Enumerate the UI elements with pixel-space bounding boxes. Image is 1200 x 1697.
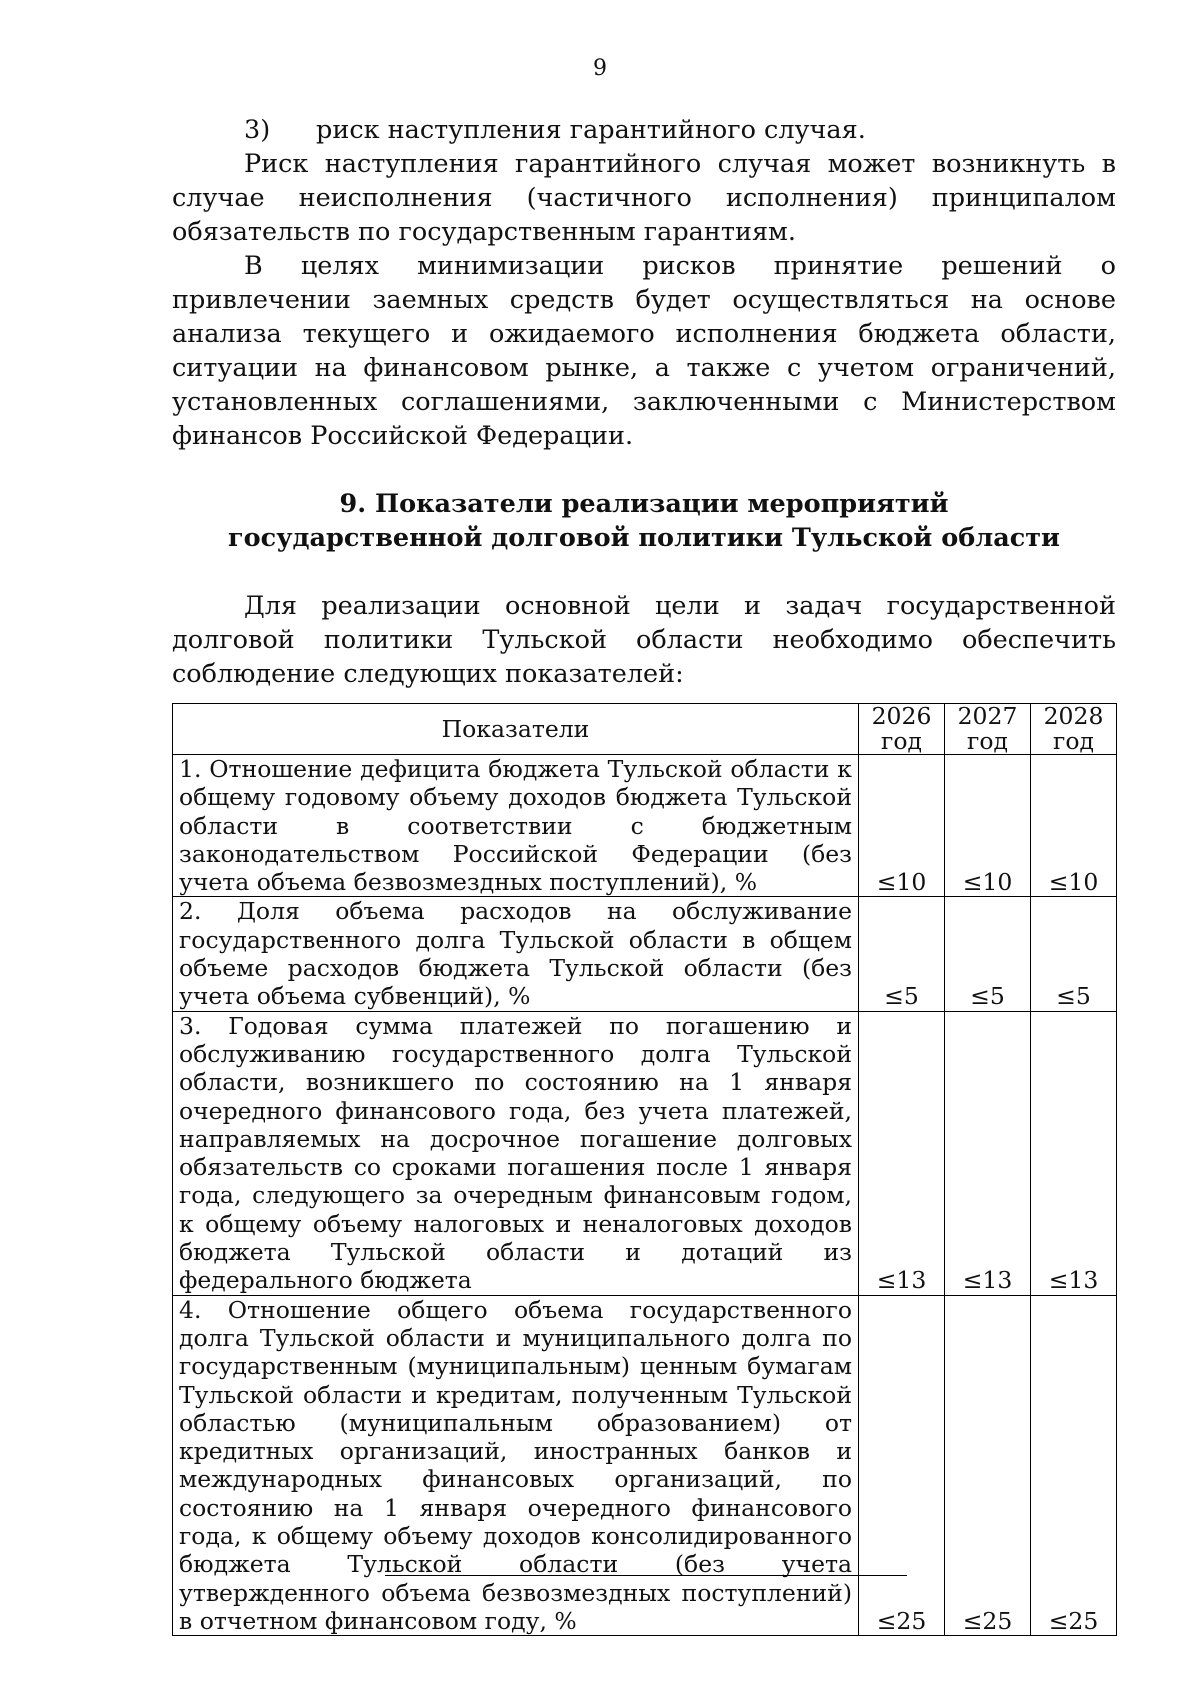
header-year-unit: год: [1053, 727, 1094, 755]
indicator-value-2028: ≤13: [1031, 1011, 1117, 1295]
indicator-value-2026: ≤10: [859, 755, 945, 897]
indicator-description: 4. Отношение общего объема государственного долга Тульской области и муниципального долга по государственным (муниципальным) ценным бумагам Тульской области и кредитам, полученным Тульской областью (муниципальным образованием) от кредитных организаций, иностранных банков и международных финансовых организаций, по состоянию на 1 января очередного финансового года, к общему объему доходов консолидированного бюджета Тульской области (без учета утвержденного объема безвозмездных поступлений) в отчетном финансовом году, %: [173, 1295, 859, 1636]
list-item-number: 3): [244, 115, 271, 145]
table-row: [173, 1011, 1117, 1295]
section-heading-line-1: 9. Показатели реализации мероприятий: [339, 489, 949, 519]
page-number: 9: [593, 56, 607, 81]
indicator-value-2027: ≤5: [945, 897, 1031, 1011]
table-row: [173, 755, 1117, 897]
header-year: 2028: [1043, 702, 1104, 730]
indicator-description: 2. Доля объема расходов на обслуживание государственного долга Тульской области в общем объеме расходов бюджета Тульской области (без учета объема субвенций), %: [173, 897, 859, 1011]
indicator-value-2027: ≤13: [945, 1011, 1031, 1295]
indicator-description: 3. Годовая сумма платежей по погашению и обслуживанию государственного долга Тульской области, возникшего по состоянию на 1 января очередного финансового года, без учета платежей, направляемых на досрочное погашение долговых обязательств со сроками погашения после 1 января года, следующего за очередным финансовым годом, к общему объему налоговых и неналоговых доходов бюджета Тульской области и дотаций из федерального бюджета: [173, 1011, 859, 1295]
indicator-value-2027: ≤25: [945, 1295, 1031, 1636]
page-content: [172, 113, 1116, 1636]
indicator-value-2027: ≤10: [945, 755, 1031, 897]
indicator-value-2026: ≤13: [859, 1011, 945, 1295]
table-header-row: [173, 704, 1117, 755]
indicator-value-2026: ≤5: [859, 897, 945, 1011]
risk-minimization-paragraph: В целях минимизации рисков принятие решений о привлечении заемных средств будет осуществляться на основе анализа текущего и ожидаемого исполнения бюджета области, ситуации на финансовом рынке, а также с учетом ограничений, установленных соглашениями, заключенными с Министерством финансов Российской Федерации.: [172, 251, 1116, 451]
table-row: [173, 1295, 1117, 1636]
risk-item-3: [172, 113, 1116, 147]
section-heading-line-2: государственной долговой политики Тульской области: [228, 523, 1060, 553]
header-year-2028: [1031, 704, 1117, 755]
indicator-value-2026: ≤25: [859, 1295, 945, 1636]
indicator-value-2028: ≤5: [1031, 897, 1117, 1011]
header-indicators: Показатели: [173, 704, 859, 755]
header-year-unit: год: [881, 727, 922, 755]
indicator-value-2028: ≤25: [1031, 1295, 1117, 1636]
header-year: 2027: [957, 702, 1018, 730]
section-heading: [172, 487, 1116, 555]
table-row: [173, 897, 1117, 1011]
header-year: 2026: [871, 702, 932, 730]
indicator-description: 1. Отношение дефицита бюджета Тульской области к общему годовому объему доходов бюджета Тульской области в соответствии с бюджетным законодательством Российской Федерации (без учета объема безвозмездных поступлений), %: [173, 755, 859, 897]
list-item-text: риск наступления гарантийного случая.: [316, 115, 866, 145]
header-year-2027: [945, 704, 1031, 755]
guarantee-risk-paragraph: Риск наступления гарантийного случая может возникнуть в случае неисполнения (частичного исполнения) принципалом обязательств по государственным гарантиям.: [172, 149, 1116, 247]
footer-rule: [385, 1575, 907, 1576]
section-lead-paragraph: Для реализации основной цели и задач государственной долговой политики Тульской области необходимо обеспечить соблюдение следующих показателей:: [172, 591, 1116, 689]
indicators-table: [172, 703, 1117, 1636]
header-year-2026: [859, 704, 945, 755]
header-year-unit: год: [967, 727, 1008, 755]
indicator-value-2028: ≤10: [1031, 755, 1117, 897]
